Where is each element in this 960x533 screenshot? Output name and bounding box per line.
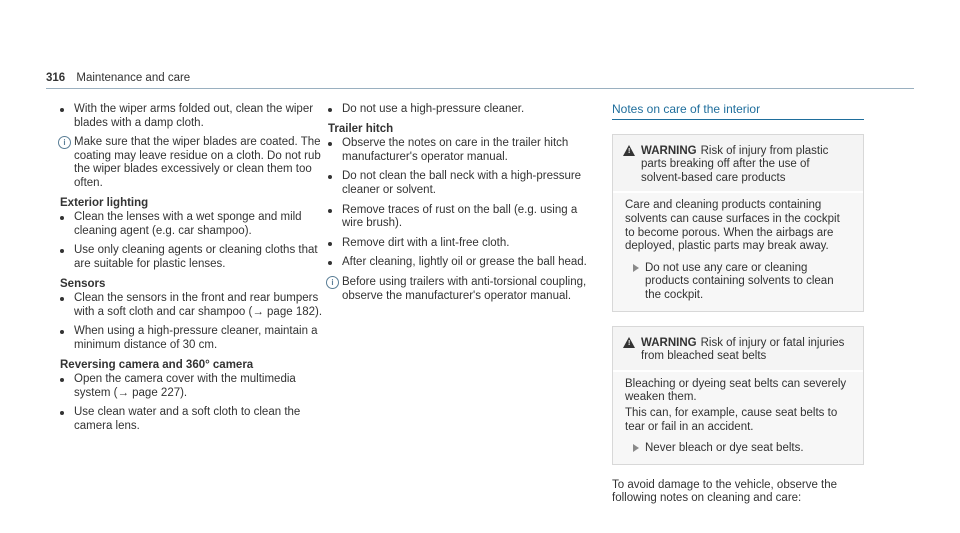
page-number: 316 [46, 72, 66, 84]
bullet-text: Clean the sensors in the front and rear bumpers with a soft cloth and car shampoo (→ page 182). [74, 292, 323, 318]
list-item [60, 325, 326, 352]
section-heading: Exterior lighting [60, 196, 149, 209]
list-item [328, 204, 598, 231]
warning-header [613, 135, 863, 194]
bullet-icon [60, 330, 64, 334]
bullet-text: When using a high-pressure cleaner, maintain a minimum distance of 30 cm. [74, 325, 318, 351]
list-item [328, 237, 598, 251]
note-text: Before using trailers with anti-torsional coupling, observe the manufacturer's operator manual. [342, 275, 587, 302]
column-3 [612, 103, 864, 506]
warning-title: Risk of injury or fatal injuries from bleached seat belts [641, 336, 845, 363]
warning-icon: ! [623, 337, 635, 348]
list-item [328, 256, 598, 270]
bullet-icon [60, 378, 64, 382]
warning-icon: ! [623, 145, 635, 156]
bullet-icon [60, 216, 64, 220]
bullet-text: Remove dirt with a lint-free cloth. [342, 236, 510, 249]
section-title: Maintenance and care [76, 72, 191, 84]
list-item [60, 103, 326, 130]
section-heading: Reversing camera and 360° camera [60, 358, 254, 371]
bullet-icon [328, 242, 332, 246]
bullet-icon [60, 108, 64, 112]
warning-label: WARNING [641, 336, 697, 349]
info-icon: i [326, 276, 339, 289]
warning-text: Care and cleaning products containing solvents can cause surfaces in the cockpit to become porous. When the airbags are deployed, plastic parts may break away. [625, 199, 840, 253]
warning-box [612, 326, 864, 465]
bullet-text: Do not use a high-pressure cleaner. [342, 103, 525, 115]
bullet-text: Use clean water and a soft cloth to clean the camera lens. [74, 406, 301, 432]
warning-body [613, 193, 863, 310]
warning-header [613, 327, 863, 372]
arrow-icon [633, 264, 639, 272]
closing-paragraph: To avoid damage to the vehicle, observe the following notes on cleaning and care: [612, 478, 838, 505]
list-item [60, 292, 326, 319]
list-item [328, 103, 598, 117]
bullet-text: With the wiper arms folded out, clean the wiper blades with a damp cloth. [74, 103, 314, 129]
info-icon: i [58, 136, 71, 149]
bullet-icon [328, 209, 332, 213]
page-header [46, 72, 190, 86]
section [60, 359, 326, 373]
bullet-icon [60, 297, 64, 301]
bullet-icon [60, 249, 64, 253]
bullet-icon [60, 411, 64, 415]
bullet-icon [328, 108, 332, 112]
bullet-text: Open the camera cover with the multimedia system (→ page 227). [74, 373, 296, 399]
section-heading: Sensors [60, 277, 106, 290]
bullet-text: After cleaning, lightly oil or grease the ball head. [342, 256, 587, 269]
note-text: Make sure that the wiper blades are coated. The coating may leave residue on a cloth. Do not rub the wiper blades excessively or clean them too often. [74, 136, 321, 189]
section [60, 197, 326, 211]
list-item [328, 170, 598, 197]
warning-box [612, 134, 864, 312]
interior-care-heading: Notes on care of the interior [612, 103, 864, 120]
info-note [328, 276, 598, 303]
bullet-icon [328, 142, 332, 146]
section [60, 278, 326, 292]
bullet-icon [328, 261, 332, 265]
bullet-icon [328, 175, 332, 179]
warning-text: Bleaching or dyeing seat belts can severely weaken them. [625, 377, 847, 404]
action-text: Do not use any care or cleaning products containing solvents to clean the cockpit. [645, 261, 834, 301]
list-item [60, 244, 326, 271]
warning-label: WARNING [641, 144, 697, 157]
warning-title: Risk of injury from plastic parts breaking off after the use of solvent-based care products [641, 144, 829, 184]
list-item [328, 137, 598, 164]
column-2 [328, 103, 598, 309]
warning-body [613, 372, 863, 464]
bullet-text: Observe the notes on care in the trailer hitch manufacturer's operator manual. [342, 137, 569, 163]
list-item [60, 211, 326, 238]
action-text: Never bleach or dye seat belts. [645, 442, 804, 455]
warning-text: This can, for example, cause seat belts to tear or fail in an accident. [625, 406, 838, 433]
bullet-text: Remove traces of rust on the ball (e.g. using a wire brush). [342, 203, 578, 230]
info-note [60, 136, 326, 190]
section [328, 123, 598, 137]
bullet-text: Clean the lenses with a wet sponge and mild cleaning agent (e.g. car shampoo). [74, 211, 302, 237]
section-heading: Trailer hitch [328, 122, 394, 135]
action-item [625, 262, 851, 303]
bullet-text: Use only cleaning agents or cleaning cloths that are suitable for plastic lenses. [74, 244, 318, 270]
list-item [60, 373, 326, 400]
column-1 [60, 103, 326, 439]
list-item [60, 406, 326, 433]
header-rule [46, 88, 914, 89]
action-item [625, 442, 851, 456]
bullet-text: Do not clean the ball neck with a high-pressure cleaner or solvent. [342, 170, 582, 196]
arrow-icon [633, 444, 639, 452]
